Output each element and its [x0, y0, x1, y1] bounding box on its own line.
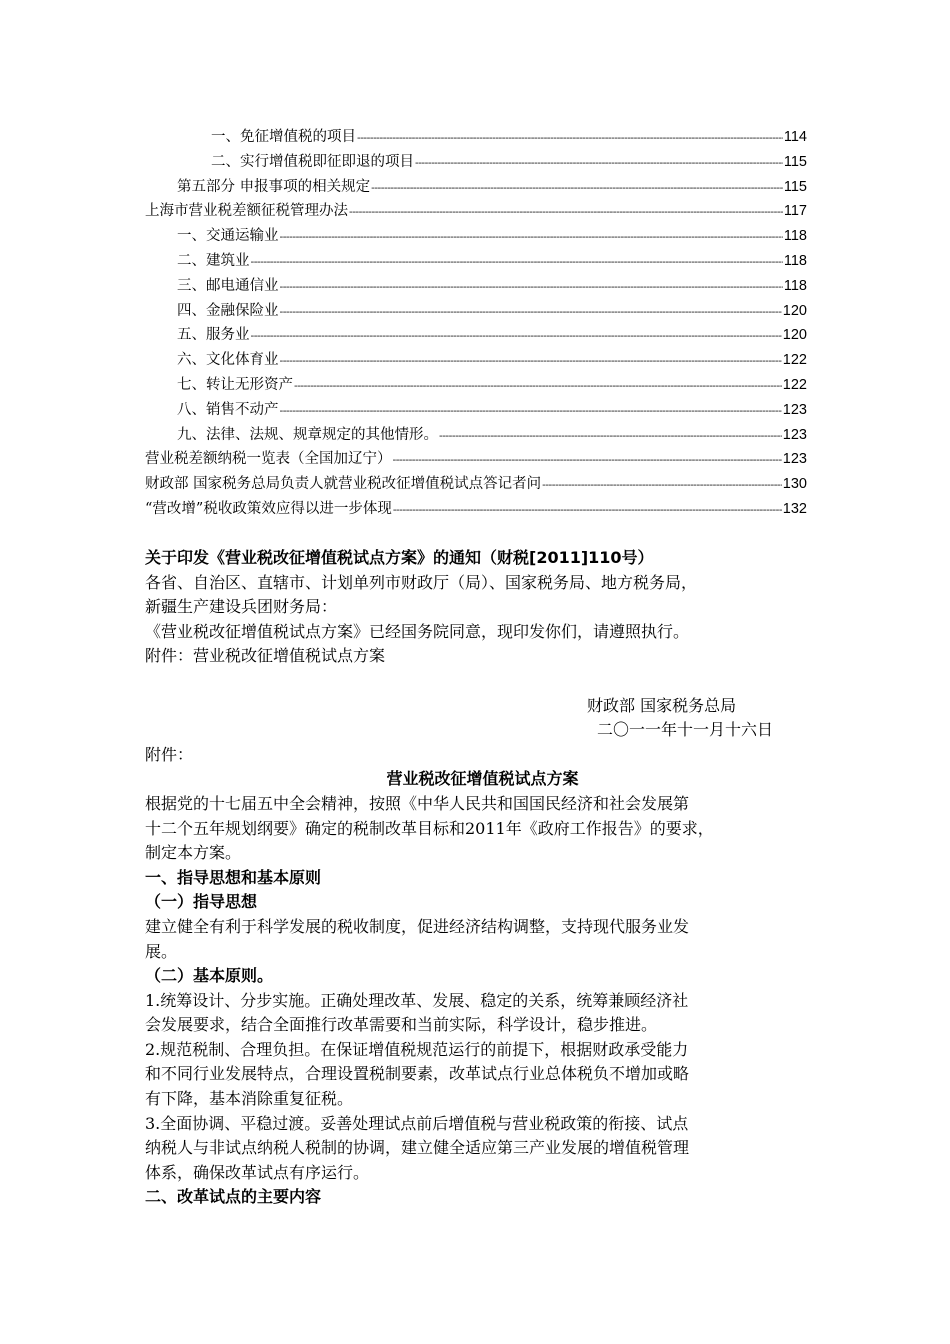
toc-entry-label: 四、金融保险业	[177, 302, 279, 319]
toc-entry-label: 财政部 国家税务总局负责人就营业税改征增值税试点答记者问	[145, 476, 542, 493]
paragraph-line: 展。	[145, 941, 178, 961]
toc-page-number: 114	[783, 129, 807, 145]
table-of-contents	[145, 125, 807, 522]
paragraph-line: 2.规范税制、合理负担。在保证增值税规范运行的前提下，根据财政承受能力	[145, 1039, 689, 1059]
toc-entry[interactable]	[145, 125, 807, 150]
toc-entry-label: 三、邮电通信业	[177, 277, 279, 294]
toc-entry[interactable]	[145, 447, 807, 472]
toc-leader-dots	[371, 176, 783, 201]
paragraph-line: 1.统筹设计、分步实施。正确处理改革、发展、稳定的关系，统筹兼顾经济社	[145, 990, 689, 1010]
toc-page-number: 117	[783, 203, 807, 220]
subsection-heading: （一）指导思想	[145, 892, 258, 912]
toc-entry-label: 第五部分 申报事项的相关规定	[177, 178, 371, 195]
toc-page-number: 118	[783, 252, 807, 269]
toc-leader-dots	[280, 349, 782, 374]
notice-signatory: 财政部 国家税务总局	[587, 695, 737, 715]
toc-leader-dots	[349, 200, 783, 225]
toc-entry-label: 上海市营业税差额征税管理办法	[145, 203, 348, 220]
toc-page-number: 115	[783, 178, 807, 195]
subsection-heading: （二）基本原则。	[145, 966, 274, 986]
toc-entry[interactable]	[145, 299, 807, 324]
toc-leader-dots	[415, 151, 783, 176]
notice-date: 二〇一一年十一月十六日	[597, 720, 774, 740]
paragraph-line: 和不同行业发展特点，合理设置税制要素，改革试点行业总体税负不增加或略	[145, 1064, 690, 1084]
toc-entry-label: 六、文化体育业	[177, 352, 279, 369]
toc-entry[interactable]	[145, 249, 807, 274]
paragraph-line: 十二个五年规划纲要》确定的税制改革目标和2011年《政府工作报告》的要求，	[145, 818, 714, 838]
toc-leader-dots	[280, 275, 783, 300]
plan-title: 营业税改征增值税试点方案	[386, 769, 579, 789]
toc-page-number: 120	[782, 302, 807, 319]
notice-recipients-cont: 新疆生产建设兵团财务局：	[145, 597, 338, 617]
toc-entry[interactable]	[145, 373, 807, 398]
toc-entry[interactable]	[145, 224, 807, 249]
toc-entry-label: 一、交通运输业	[177, 228, 279, 245]
paragraph-line: 纳税人与非试点纳税人税制的协调，建立健全适应第三产业发展的增值税管理	[145, 1138, 690, 1158]
toc-page-number: 122	[782, 352, 807, 369]
toc-leader-dots	[294, 374, 782, 399]
toc-page-number: 132	[782, 500, 807, 517]
paragraph-line: 会发展要求，结合全面推行改革需要和当前实际，科学设计，稳步推进。	[145, 1015, 658, 1035]
toc-entry[interactable]	[145, 497, 807, 522]
toc-entry[interactable]	[145, 175, 807, 200]
paragraph-line: 有下降，基本消除重复征税。	[145, 1089, 354, 1109]
toc-leader-dots	[439, 424, 782, 449]
toc-entry[interactable]	[145, 423, 807, 448]
toc-entry-label: 七、转让无形资产	[177, 376, 293, 393]
toc-entry-label: 八、销售不动产	[177, 401, 279, 418]
document-body	[145, 546, 820, 1210]
toc-page-number: 123	[782, 401, 807, 418]
toc-leader-dots	[357, 126, 783, 151]
toc-entry-label: 二、建筑业	[177, 252, 250, 269]
toc-entry[interactable]	[145, 323, 807, 348]
toc-leader-dots	[542, 473, 782, 498]
notice-recipients: 各省、自治区、直辖市、计划单列市财政厅（局）、国家税务局、地方税务局，	[145, 572, 698, 592]
toc-entry-label: 营业税差额纳税一览表（全国加辽宁）	[145, 451, 392, 468]
notice-attachment-ref: 附件：营业税改征增值税试点方案	[145, 646, 386, 666]
toc-entry[interactable]	[145, 348, 807, 373]
paragraph-line: 3.全面协调、平稳过渡。妥善处理试点前后增值税与营业税政策的衔接、试点	[145, 1113, 689, 1133]
toc-leader-dots	[393, 448, 782, 473]
toc-page-number: 118	[783, 228, 807, 245]
toc-leader-dots	[251, 250, 783, 275]
toc-page-number: 123	[782, 426, 807, 443]
toc-page-number: 118	[783, 277, 807, 294]
attachment-label: 附件：	[145, 744, 194, 764]
toc-page-number: 130	[782, 476, 807, 493]
toc-page-number: 120	[782, 327, 807, 344]
toc-leader-dots	[280, 300, 782, 325]
paragraph-line: 根据党的十七届五中全会精神，按照《中华人民共和国国民经济和社会发展第	[145, 793, 690, 813]
toc-entry-label: 二、实行增值税即征即退的项目	[211, 153, 414, 170]
notice-body: 《营业税改征增值税试点方案》已经国务院同意，现印发你们，请遵照执行。	[145, 621, 690, 641]
toc-entry-label: 九、法律、法规、规章规定的其他情形。	[177, 426, 438, 443]
toc-page-number: 115	[783, 153, 807, 170]
paragraph-line: 体系，确保改革试点有序运行。	[145, 1162, 370, 1182]
paragraph-line: 建立健全有利于科学发展的税收制度，促进经济结构调整，支持现代服务业发	[145, 916, 690, 936]
toc-page-number: 122	[782, 376, 807, 393]
toc-entry[interactable]	[145, 150, 807, 175]
paragraph-line: 制定本方案。	[145, 843, 242, 863]
toc-entry[interactable]	[145, 199, 807, 224]
toc-page-number: 123	[782, 451, 807, 468]
section-heading: 二、改革试点的主要内容	[145, 1187, 322, 1207]
toc-entry[interactable]	[145, 472, 807, 497]
toc-leader-dots	[280, 225, 783, 250]
notice-title: 关于印发《营业税改征增值税试点方案》的通知（财税[2011]110号）	[145, 548, 654, 567]
toc-entry-label: 五、服务业	[177, 327, 250, 344]
toc-entry[interactable]	[145, 274, 807, 299]
toc-entry-label: 一、免征增值税的项目	[211, 129, 356, 145]
toc-entry[interactable]	[145, 398, 807, 423]
toc-entry-label: “营改增”税收政策效应得以进一步体现	[145, 500, 392, 517]
toc-leader-dots	[280, 399, 782, 424]
toc-leader-dots	[251, 324, 782, 349]
toc-leader-dots	[393, 498, 782, 523]
section-heading: 一、指导思想和基本原则	[145, 867, 322, 887]
